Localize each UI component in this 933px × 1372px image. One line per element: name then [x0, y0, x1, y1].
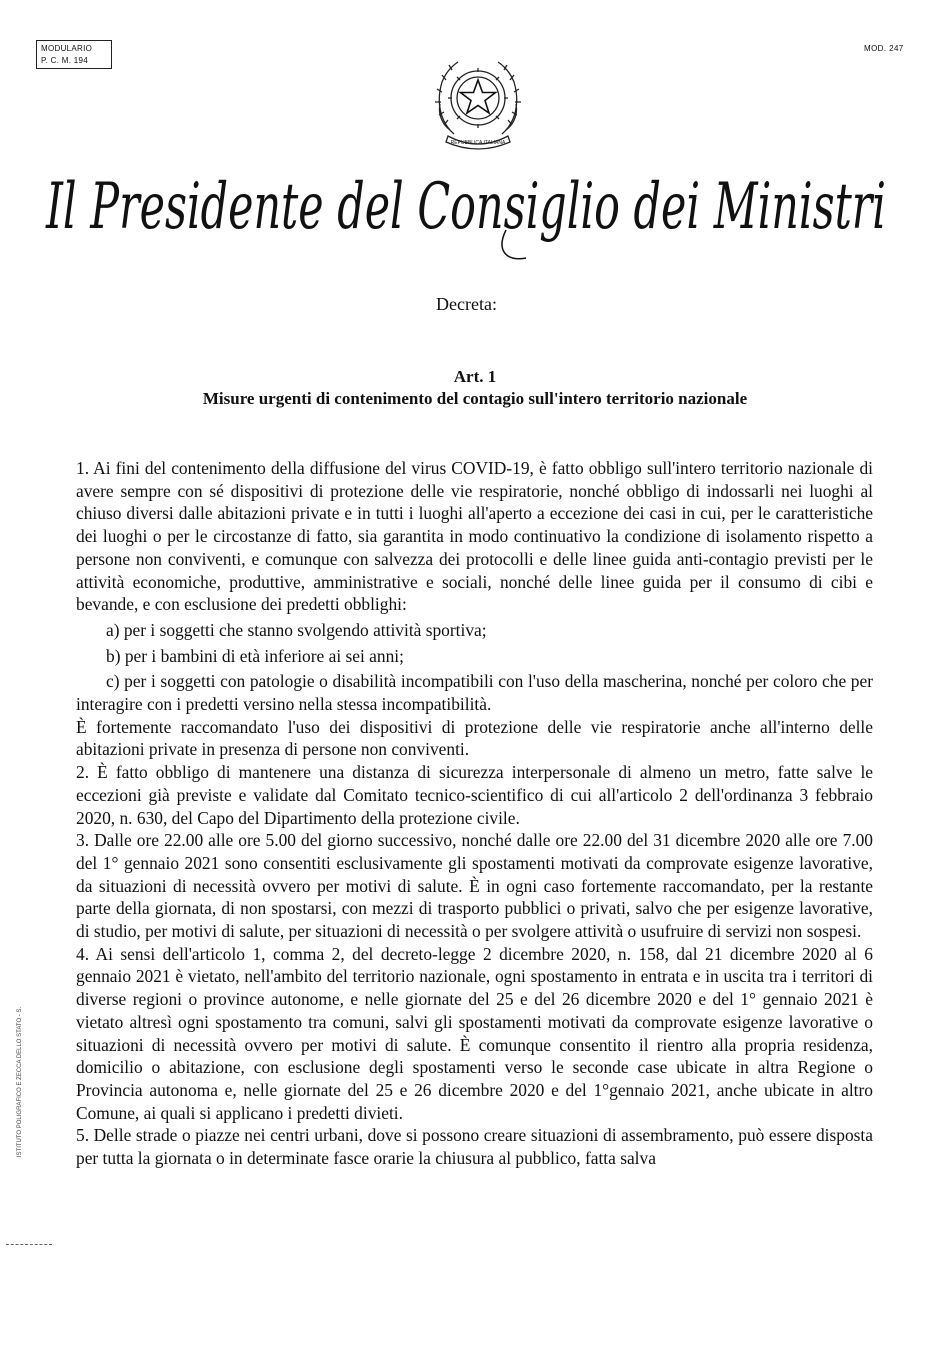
modulario-line1: MODULARIO: [41, 44, 93, 53]
paragraph-2: 2. È fatto obbligo di mantenere una distanza di sicurezza interpersonale di almeno un metro, fatte salve le eccezioni già previste e validate dal Comitato tecnico-scientifico di cui all'articolo 2 dell'ordinanza 3 febbraio 2020, n. 630, del Capo del Dipartimento della protezione civile.: [76, 762, 873, 828]
paragraph-1-note: È fortemente raccomandato l'uso dei dispositivi di protezione delle vie respiratorie anche all'interno delle abitazioni private in presenza di persone non conviventi.: [76, 716, 873, 760]
modulario-box: [36, 40, 112, 69]
paragraph-5: 5. Delle strade o piazze nei centri urbani, dove si possono creare situazioni di assembramento, può essere disposta per tutta la giornata o in determinate fasce orarie la chiusura al pubblico, fatta salva: [76, 1125, 873, 1169]
margin-line: [6, 1244, 52, 1245]
modulario-line2: P. C. M. 194: [41, 56, 89, 65]
printer-mark: ISTITUTO POLIGRAFICO E ZECCA DELLO STATO - S.: [17, 1006, 23, 1158]
printer-sidebar: [14, 985, 26, 1185]
paragraph-4: 4. Ai sensi dell'articolo 1, comma 2, del decreto-legge 2 dicembre 2020, n. 158, dal 21 dicembre 2020 al 6 gennaio 2021 è vietato, nell'ambito del territorio nazionale, ogni spostamento in entrata e in uscita tra i territori di diverse regioni o province autonome, e nelle giornate del 25 e del 26 dicembre 2020 e del 1° gennaio 2021 è vietato altresì ogni spostamento tra comuni, salvi gli spostamenti motivati da comprovate esigenze lavorative o situazioni di necessità ovvero per motivi di salute. È comunque consentito il rientro alla propria residenza, domicilio o abitazione, con esclusione degli spostamenti verso le seconde case ubicate in altra Regione o Provincia autonoma e, nelle giornate del 25 e 26 dicembre 2020 e del 1°gennaio 2021, anche ubicate in altro Comune, ai quali si applicano i predetti divieti.: [76, 943, 873, 1123]
signature-heading: [36, 150, 896, 265]
paragraph-1-b: b) per i bambini di età inferiore ai sei anni;: [106, 645, 404, 666]
paragraph-1-a: a) per i soggetti che stanno svolgendo attività sportiva;: [106, 619, 487, 640]
article-title: Misure urgenti di contenimento del contagio sull'intero territorio nazionale: [202, 389, 748, 408]
mod-number: MOD. 247: [864, 44, 904, 53]
document-body: [76, 457, 873, 1170]
signature-text: Il Presidente del Consiglio dei Ministri: [45, 170, 887, 244]
svg-text:REPUBBLICA ITALIANA: REPUBBLICA ITALIANA: [450, 140, 506, 146]
paragraph-1: 1. Ai fini del contenimento della diffusione del virus COVID-19, è fatto obbligo sull'intero territorio nazionale di avere sempre con sé dispositivi di protezione delle vie respiratorie, nonché obbligo di indossarli nei luoghi al chiuso diversi dalle abitazioni private e in tutti i luoghi all'aperto a eccezione dei casi in cui, per le caratteristiche dei luoghi o per le circostanze di fatto, sia garantita in modo continuativo la condizione di isolamento rispetto a persone non conviventi, e comunque con salvezza dei protocolli e delle linee guida anti-contagio previsti per le attività economiche, produttive, amministrative e sociali, nonché delle linee guida per il consumo di cibi e bevande, e con esclusione dei predetti obblighi:: [76, 458, 873, 615]
article-number: Art. 1: [453, 367, 497, 386]
article-heading: [0, 366, 933, 410]
decreta-heading: Decreta:: [436, 294, 497, 314]
italian-republic-emblem-icon: [432, 52, 524, 152]
paragraph-1-c: c) per i soggetti con patologie o disabilità incompatibili con l'uso della mascherina, nonché per coloro che per interagire con i predetti versino nella stessa incompatibilità.: [76, 671, 873, 715]
paragraph-3: 3. Dalle ore 22.00 alle ore 5.00 del giorno successivo, nonché dalle ore 22.00 del 31 dicembre 2020 alle ore 7.00 del 1° gennaio 2021 sono consentiti esclusivamente gli spostamenti motivati da comprovate esigenze lavorative, da situazioni di necessità ovvero per motivi di salute. È in ogni caso fortemente raccomandato, per la restante parte della giornata, di non spostarsi, con mezzi di trasporto pubblici o privati, salvo che per esigenze lavorative, di studio, per motivi di salute, per situazioni di necessità o per svolgere attività o usufruire di servizi non sospesi.: [76, 830, 873, 942]
